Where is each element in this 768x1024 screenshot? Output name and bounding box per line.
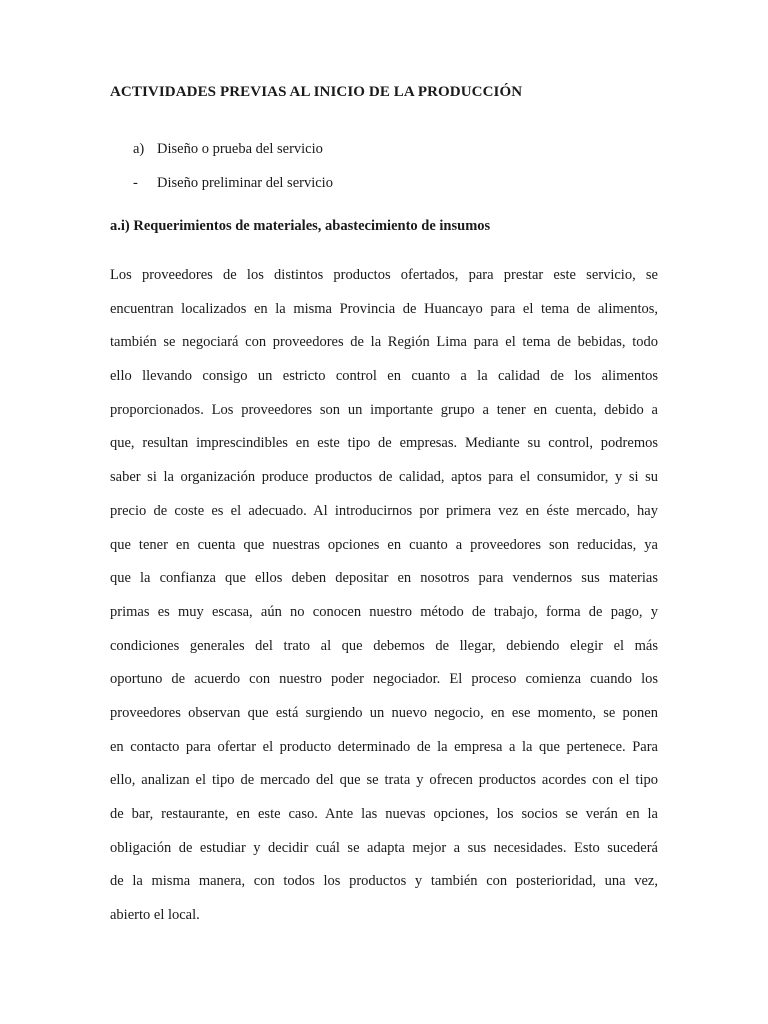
paragraph-line: que la confianza que ellos deben depositar en nosotros para vendernos sus materias: [110, 570, 658, 587]
paragraph-line: en contacto para ofertar el producto determinado de la empresa a la que pertenece. Para: [110, 738, 658, 755]
paragraph-line: que, resultan imprescindibles en este tipo de empresas. Mediante su control, podremos: [110, 435, 658, 452]
list-item-preliminary-design: [133, 175, 333, 192]
paragraph-line: precio de coste es el adecuado. Al introducirnos por primera vez en éste mercado, hay: [110, 502, 658, 519]
paragraph-line: que tener en cuenta que nuestras opciones en cuanto a proveedores son reducidas, ya: [110, 536, 658, 553]
paragraph-line: encuentran localizados en la misma Provincia de Huancayo para el tema de alimentos,: [110, 300, 658, 317]
paragraph-line: proveedores observan que está surgiendo un nuevo negocio, en ese momento, se ponen: [110, 704, 658, 721]
paragraph-line: de la misma manera, con todos los productos y también con posterioridad, una vez,: [110, 873, 658, 890]
paragraph-line: proporcionados. Los proveedores son un importante grupo a tener en cuenta, debido a: [110, 401, 658, 418]
paragraph-line: obligación de estudiar y decidir cuál se adapta mejor a sus necesidades. Esto sucederá: [110, 839, 658, 856]
paragraph-line: de bar, restaurante, en este caso. Ante las nuevas opciones, los socios se verán en la: [110, 806, 658, 822]
list-item-text: Diseño o prueba del servicio: [157, 141, 323, 157]
section-subheading: a.i) Requerimientos de materiales, abastecimiento de insumos: [110, 218, 491, 234]
paragraph-line: ello llevando consigo un estricto control en cuanto a la calidad de los alimentos: [110, 368, 658, 385]
paragraph-line: también se negociará con proveedores de la Región Lima para el tema de bebidas, todo: [110, 334, 658, 351]
paragraph-line: oportuno de acuerdo con nuestro poder negociador. El proceso comienza cuando los: [110, 671, 658, 688]
paragraph-line: abierto el local.: [110, 907, 200, 924]
paragraph-line: condiciones generales del trato al que debemos de llegar, debiendo elegir el más: [110, 637, 658, 654]
list-marker: -: [133, 175, 138, 191]
list-item-design-test: [133, 141, 323, 158]
paragraph-line: Los proveedores de los distintos productos ofertados, para prestar este servicio, se: [110, 267, 658, 283]
document-title: ACTIVIDADES PREVIAS AL INICIO DE LA PRODUCCIÓN: [110, 84, 523, 100]
paragraph-line: primas es muy escasa, aún no conocen nuestro método de trabajo, forma de pago, y: [110, 603, 658, 620]
body-paragraph: [110, 259, 658, 933]
list-item-text: Diseño preliminar del servicio: [157, 175, 333, 191]
paragraph-line: saber si la organización produce productos de calidad, aptos para el consumidor, y si su: [110, 469, 658, 486]
paragraph-line: ello, analizan el tipo de mercado del que se trata y ofrecen productos acordes con el tipo: [110, 772, 658, 789]
list-marker: a): [133, 141, 145, 157]
